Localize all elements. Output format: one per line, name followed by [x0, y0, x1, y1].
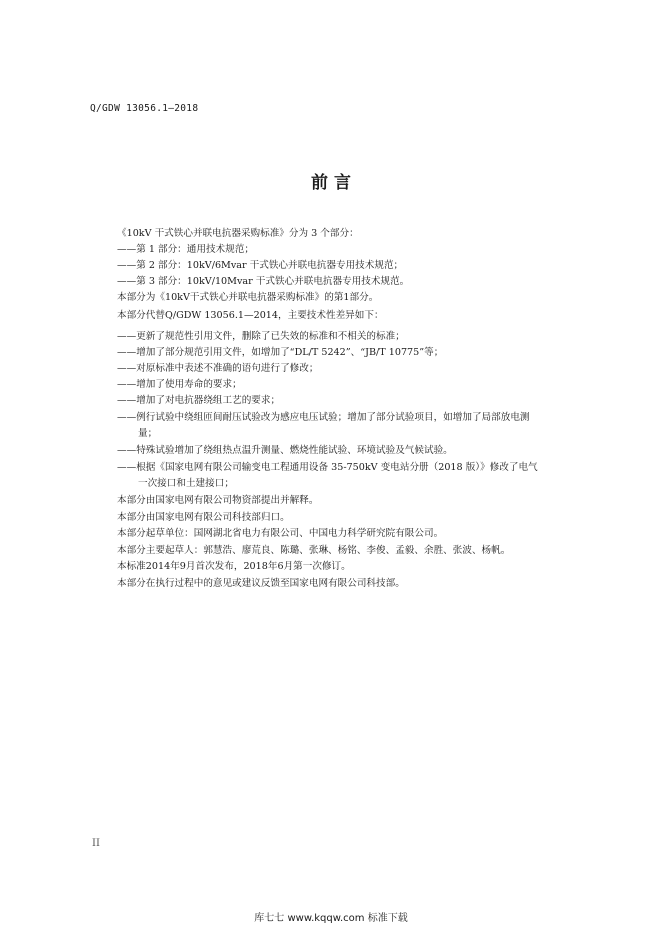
- body-line: ——增加了对电抗器绕组工艺的要求；: [117, 395, 281, 406]
- body-line: ——特殊试验增加了绕组热点温升测量、燃烧性能试验、环境试验及气候试验。: [117, 445, 453, 456]
- body-line: 本部分在执行过程中的意见或建议反馈至国家电网有限公司科技部。: [117, 578, 405, 589]
- body-line: ——根据《国家电网有限公司输变电工程通用设备 35-750kV 变电站分册（2018 版）》修改了电气: [117, 462, 538, 473]
- body-line: 一次接口和土建接口；: [138, 478, 234, 489]
- body-line: ——增加了使用寿命的要求；: [117, 379, 242, 390]
- body-line: 量；: [138, 428, 158, 439]
- body-line: ——增加了部分规范引用文件，如增加了“DL/T 5242”、“JB/T 10775”等；: [117, 347, 444, 358]
- document-code: Q/GDW 13056.1—2018: [90, 103, 199, 114]
- body-line: 本部分为《10kV干式铁心并联电抗器采购标准》的第1部分。: [117, 292, 379, 303]
- body-line: ——第 1 部分：通用技术规范；: [117, 244, 254, 255]
- body-line: 《10kV 干式铁心并联电抗器采购标准》分为 3 个部分：: [117, 228, 359, 239]
- body-line: ——第 2 部分：10kV/6Mvar 干式铁心并联电抗器专用技术规范；: [117, 260, 404, 271]
- body-line: 本标准2014年9月首次发布，2018年6月第一次修订。: [117, 561, 351, 572]
- watermark-text: 库七七 www.kqqw.com 标准下载: [254, 913, 408, 924]
- body-line: 本部分主要起草人：郭慧浩、廖荒良、陈璐、张琳、杨铭、李俊、孟毅、余胜、张波、杨帆。: [117, 545, 511, 556]
- page-number: II: [92, 838, 100, 849]
- body-line: ——更新了规范性引用文件，删除了已失效的标准和不相关的标准；: [117, 331, 405, 342]
- body-line: ——第 3 部分：10kV/10Mvar 干式铁心并联电抗器专用技术规范。: [117, 276, 410, 287]
- body-line: 本部分由国家电网有限公司物资部提出并解释。: [117, 495, 319, 506]
- body-line: 本部分起草单位：国网湖北省电力有限公司、中国电力科学研究院有限公司。: [117, 528, 444, 539]
- page-title: 前 言: [311, 173, 351, 193]
- body-line: 本部分代替Q/GDW 13056.1—2014，主要技术性差异如下：: [117, 310, 384, 321]
- body-line: ——例行试验中绕组匝间耐压试验改为感应电压试验；增加了部分试验项目，如增加了局部放电测: [117, 412, 530, 423]
- body-line: ——对原标准中表述不准确的语句进行了修改；: [117, 363, 319, 374]
- body-line: 本部分由国家电网有限公司科技部归口。: [117, 512, 290, 523]
